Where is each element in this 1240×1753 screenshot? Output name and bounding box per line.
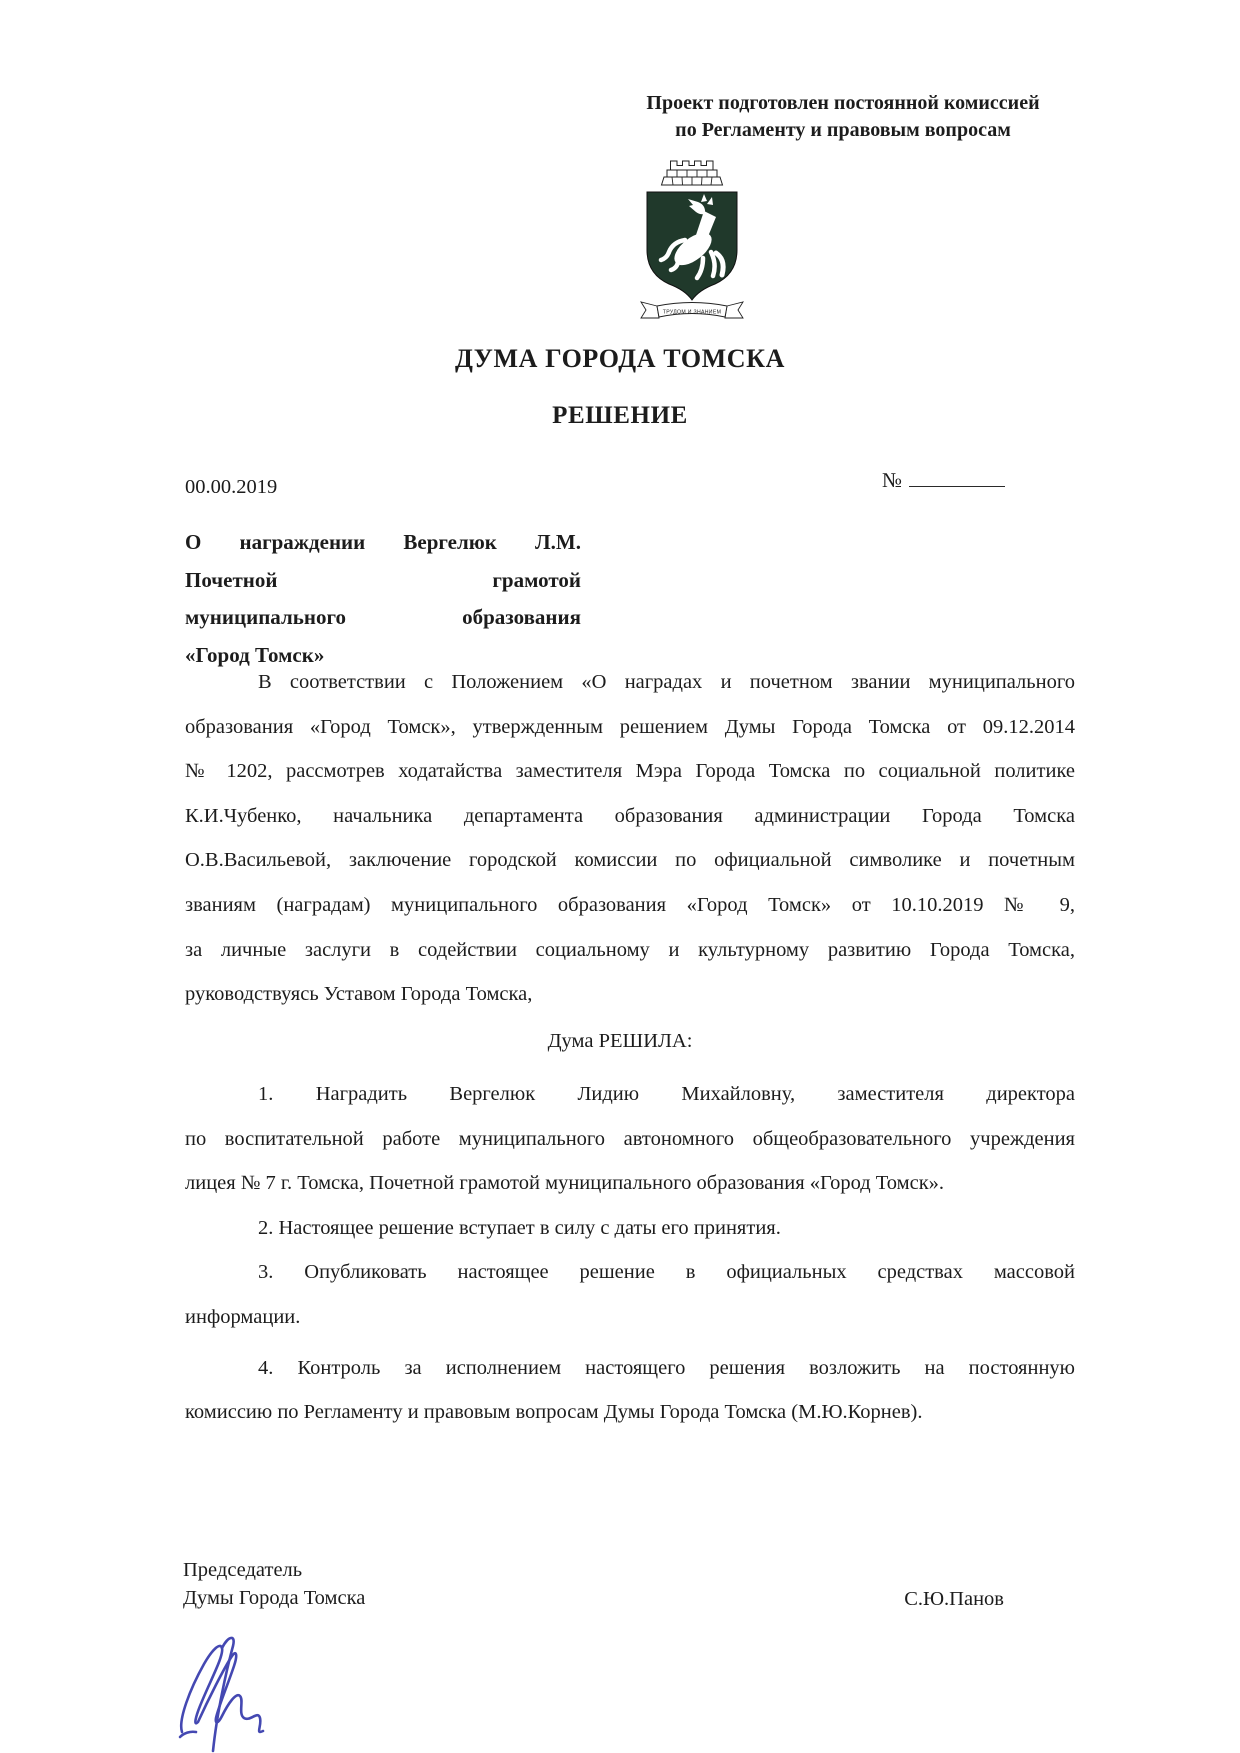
preamble-line: В соответствии с Положением «О наградах и почетном звании муниципального <box>258 671 1075 693</box>
signature-icon <box>170 1634 320 1753</box>
item-line: 1. Наградить Вергелюк Лидию Михайловну, заместителя директора <box>258 1083 1075 1105</box>
item-line: лицея № 7 г. Томска, Почетной грамотой муниципального образования «Город Томск». <box>185 1172 945 1195</box>
organization-title: ДУМА ГОРОДА ТОМСКА <box>454 344 785 373</box>
preamble-line: образования «Город Томск», утвержденным решением Думы Города Томска от 09.12.2014 <box>185 715 1075 738</box>
prepared-by-line-2: по Регламенту и правовым вопросам <box>675 119 1011 141</box>
prepared-by-line-1: Проект подготовлен постоянной комиссией <box>646 92 1040 114</box>
item-line: 3. Опубликовать настоящее решение в официальных средствах массовой <box>258 1261 1075 1284</box>
handwritten-signature <box>170 1634 320 1753</box>
item-line: 4. Контроль за исполнением настоящего решения возложить на постоянную <box>258 1356 1075 1379</box>
item-line: информации. <box>185 1305 301 1328</box>
number-blank-line <box>909 462 1005 487</box>
subject-line: муниципального образования <box>185 605 581 629</box>
decision-item-4 <box>185 1346 1075 1435</box>
preamble-line: О.В.Васильевой, заключение городской комиссии по официальной символике и почетным <box>185 849 1075 872</box>
preamble-line: К.И.Чубенко, начальника департамента образования администрации Города Томска <box>185 804 1075 827</box>
subject-block <box>185 524 581 674</box>
signer-title <box>183 1556 365 1612</box>
preamble-line: руководствуясь Уставом Города Томска, <box>185 983 533 1006</box>
resolved-heading: Дума РЕШИЛА: <box>547 1030 693 1052</box>
item-line: комиссию по Регламенту и правовым вопросам Думы Города Томска (М.Ю.Корнев). <box>185 1401 923 1424</box>
decision-item-2 <box>185 1206 1075 1251</box>
prepared-by-note <box>612 90 1074 144</box>
signer-title-line-1: Председатель <box>183 1559 303 1581</box>
preamble-line: за личные заслуги в содействии социальному и культурному развитию Города Томска, <box>185 938 1075 961</box>
preamble-line: № 1202, рассмотрев ходатайства заместителя Мэра Города Томска по социальной политике <box>185 760 1075 783</box>
subject-line: «Город Томск» <box>185 642 325 667</box>
motto-text: ТРУДОМ И ЗНАНИЕМ <box>662 309 722 316</box>
signer-title-line-2: Думы Города Томска <box>183 1587 366 1609</box>
tomsk-coat-of-arms <box>633 154 751 324</box>
decision-item-3 <box>185 1250 1075 1339</box>
decision-items <box>185 1072 1075 1435</box>
coat-of-arms-icon <box>633 154 751 324</box>
subject-line: О награждении Вергелюк Л.М. <box>185 530 581 554</box>
document-date: 00.00.2019 <box>185 476 278 498</box>
signer-name: С.Ю.Панов <box>904 1588 1004 1610</box>
item-line: по воспитательной работе муниципального автономного общеобразовательного учреждения <box>185 1127 1075 1150</box>
subject-line: Почетной грамотой <box>185 567 581 592</box>
document-type-title: РЕШЕНИЕ <box>552 402 688 429</box>
preamble-line: званиям (наградам) муниципального образования «Город Томск» от 10.10.2019 № 9, <box>185 893 1075 916</box>
decision-item-1 <box>185 1072 1075 1206</box>
preamble-paragraph <box>185 660 1075 1017</box>
item-line: 2. Настоящее решение вступает в силу с даты его принятия. <box>258 1216 781 1239</box>
number-sign: № <box>882 468 903 492</box>
document-number <box>882 462 1005 493</box>
mural-crown-icon <box>662 161 723 185</box>
